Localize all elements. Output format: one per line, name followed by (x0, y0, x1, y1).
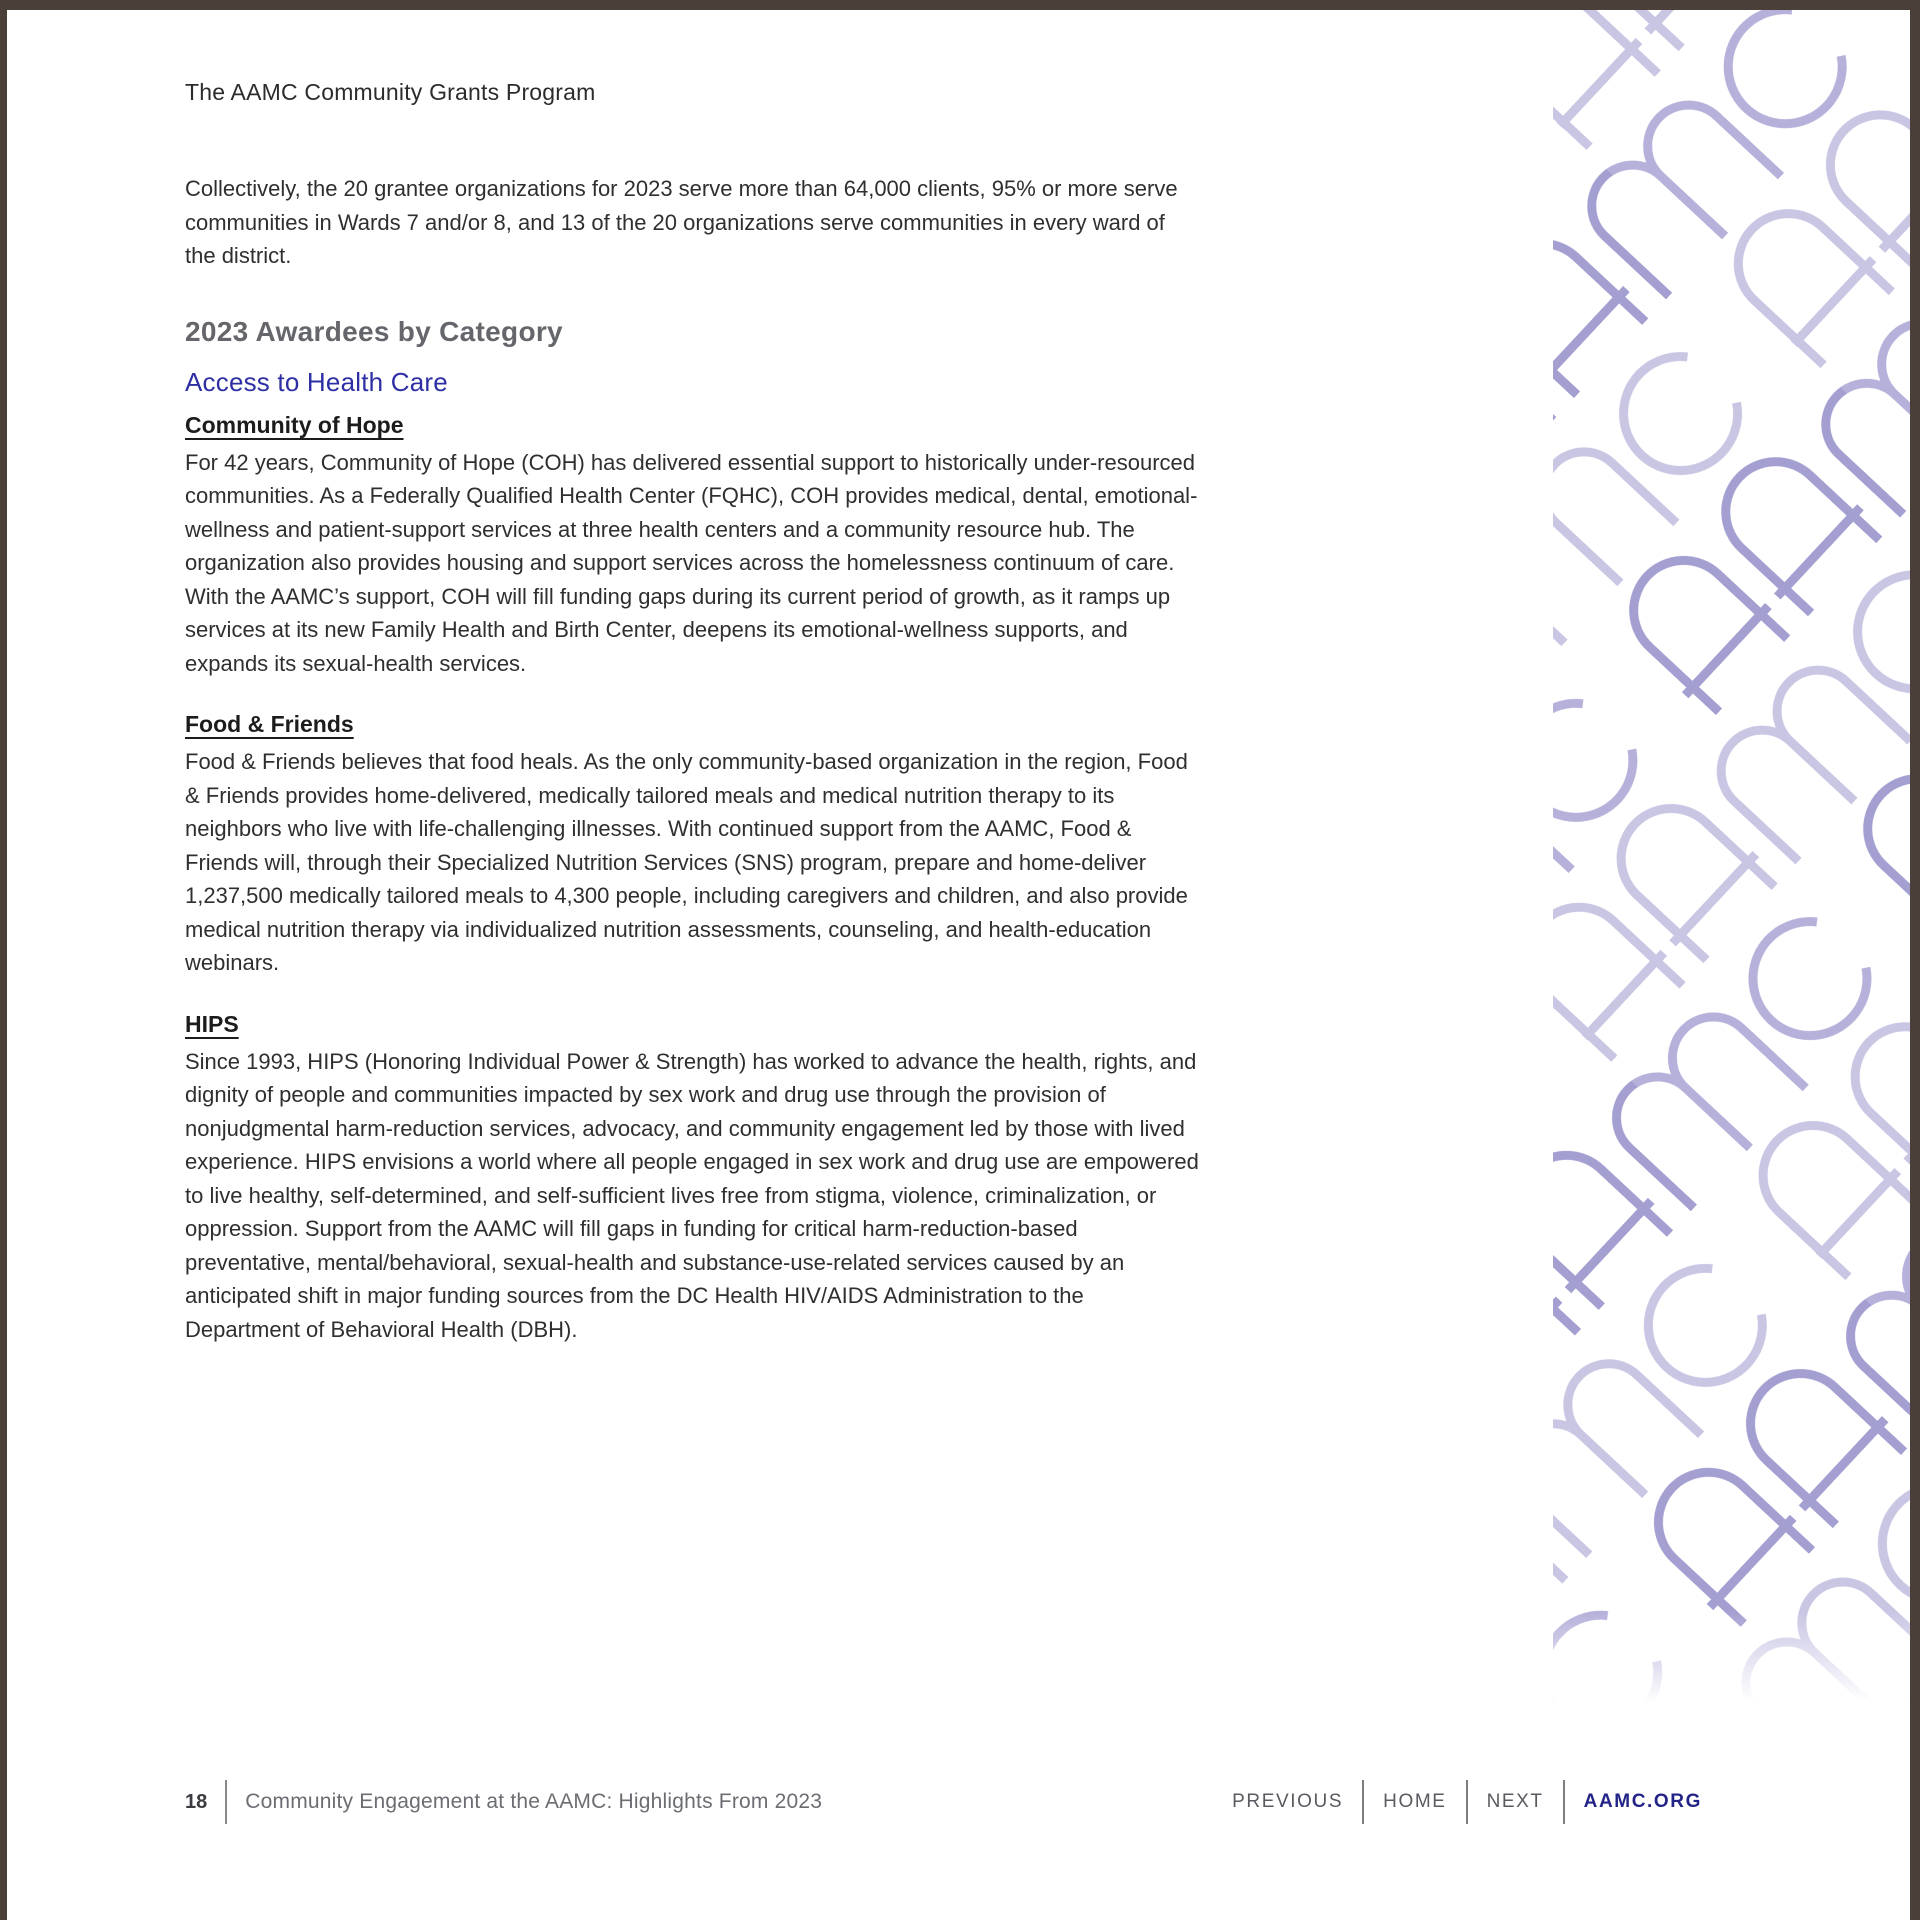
previous-link[interactable]: PREVIOUS (1232, 1791, 1344, 1812)
awardee-name-hips: HIPS (185, 1010, 239, 1037)
aamc-org-link[interactable]: AAMC.ORG (1583, 1791, 1702, 1812)
category-title: Access to Health Care (185, 366, 448, 397)
aamc-watermark-pattern (1553, 10, 1910, 1702)
awardee-description: Since 1993, HIPS (Honoring Individual Power & Strength) has worked to advance the health, rights, and dignity of people and communities impacted by sex work and drug use through the provision of nonjudgmental harm-reduction services, advocacy, and community engagement led by those with lived experience. HIPS envisions a world where all people engaged in sex work and drug use are empowered to live healthy, self-determined, and self-sufficient lives free from stigma, violence, criminalization, or oppression. Support from the AAMC will fill gaps in funding for critical harm-reduction-based preventative, mental/behavioral, sexual-health and substance-use-related services caused by an anticipated shift in major funding sources from the DC Health HIV/AIDS Administration to the Department of Behavioral Health (DBH). (185, 1048, 1199, 1342)
page-footer (185, 1778, 1702, 1826)
nav-separator (1466, 1780, 1468, 1824)
document-title: Community Engagement at the AAMC: Highlights From 2023 (245, 1790, 823, 1813)
main-content (185, 78, 1201, 1376)
awardee-name-community-of-hope: Community of Hope (185, 411, 404, 438)
aamc-watermark-svg (1553, 10, 1910, 1702)
page-border-right (1910, 0, 1920, 1920)
footer-left (185, 1780, 822, 1824)
intro-paragraph: Collectively, the 20 grantee organizations for 2023 serve more than 64,000 clients, 95% or more serve communities in Wards 7 and/or 8, and 13 of the 20 organizations serve communities in every ward of the district. (185, 176, 1178, 268)
footer-divider (225, 1780, 227, 1824)
page-number: 18 (185, 1790, 208, 1813)
awardee-name-food-and-friends: Food & Friends (185, 711, 354, 737)
running-header: The AAMC Community Grants Program (185, 79, 596, 105)
nav-separator (1563, 1780, 1565, 1824)
awardee-description: For 42 years, Community of Hope (COH) has delivered essential support to historically under-resourced communities. As a Federally Qualified Health Center (FQHC), COH provides medical, dental, emotional-wellness and patient-support services at three health centers and a community resource hub. The organization also provides housing and support services across the homelessness continuum of care. With the AAMC’s support, COH will fill funding gaps during its current period of growth, as it ramps up services at its new Family Health and Birth Center, deepens its emotional-wellness supports, and expands its sexual-health services. (185, 449, 1198, 676)
watermark-bottom-fade (1553, 1612, 1910, 1702)
next-link[interactable]: NEXT (1486, 1791, 1544, 1812)
footer-navigation (1232, 1780, 1702, 1824)
section-title: 2023 Awardees by Category (185, 315, 563, 347)
page-border-top (0, 0, 1920, 10)
page-border-left (0, 0, 7, 1920)
home-link[interactable]: HOME (1383, 1791, 1447, 1812)
nav-separator (1362, 1780, 1364, 1824)
awardee-description: Food & Friends believes that food heals. As the only community-based organization in the region, Food & Friends provides home-delivered, medically tailored meals and medical nutrition therapy to its neighbors who live with life-challenging illnesses. With continued support from the AAMC, Food & Friends will, through their Specialized Nutrition Services (SNS) program, prepare and home-deliver 1,237,500 medically tailored meals to 4,300 people, including caregivers and children, and also provide medical nutrition therapy via individualized nutrition assessments, counseling, and health-education webinars. (185, 749, 1188, 975)
